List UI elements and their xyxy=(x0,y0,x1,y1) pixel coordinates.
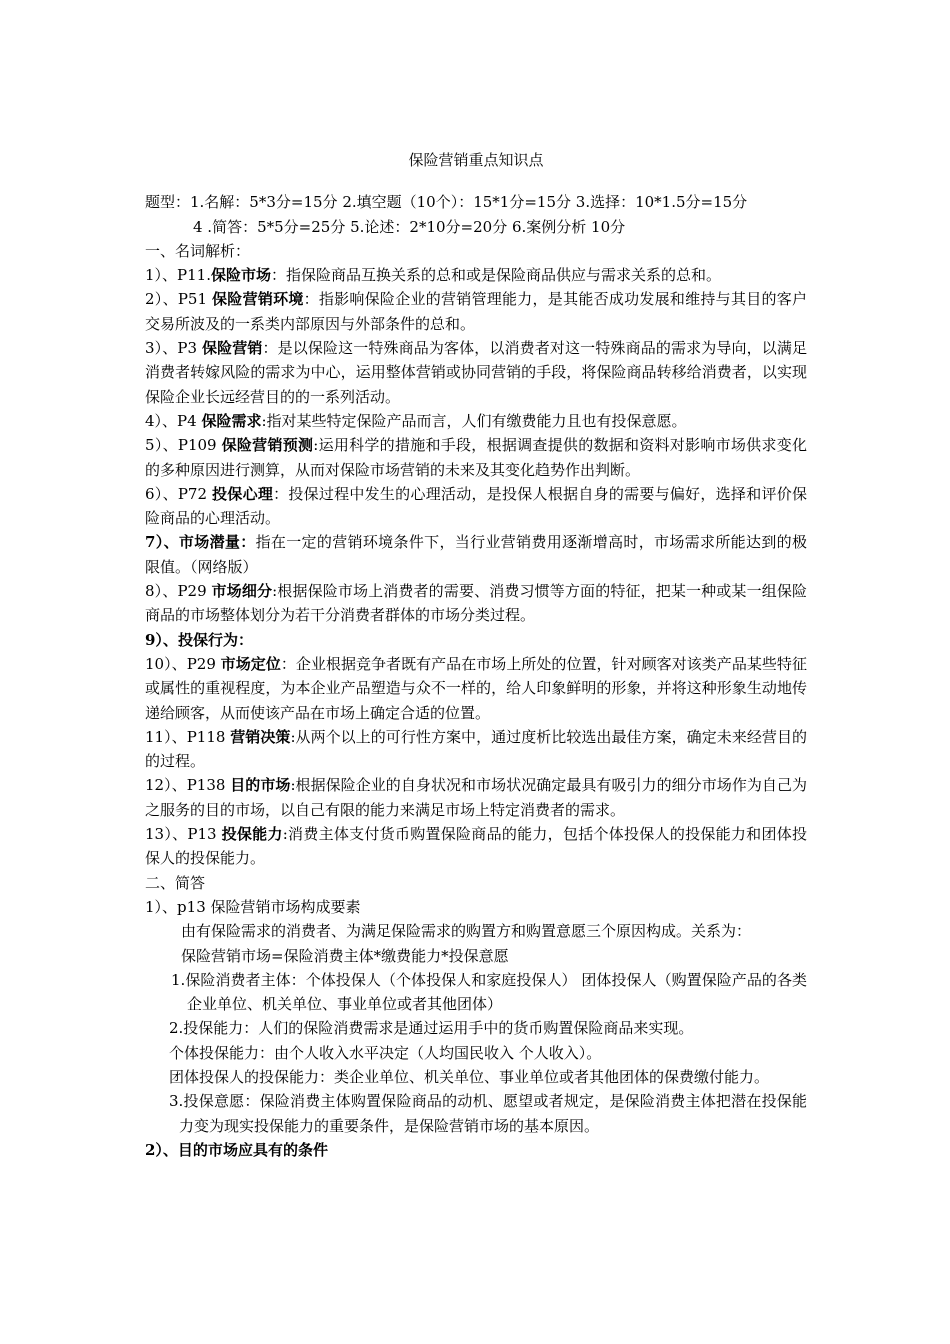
item-term: 投保行为： xyxy=(177,630,253,649)
q1-point3: 3.投保意愿：保险消费主体购置保险商品的动机、愿望或者规定，是保险消费主体把潜在投保能力变为现实投保能力的重要条件，是保险营销市场的基本原因。 xyxy=(169,1092,807,1135)
item-prefix: 4）、P4 xyxy=(145,411,202,430)
glossary-item xyxy=(145,336,807,409)
item-prefix: 10）、P29 xyxy=(145,654,221,673)
item-term: 保险需求 xyxy=(201,411,262,430)
item-prefix: 9）、 xyxy=(145,630,178,649)
item-term: 目的市场 xyxy=(230,776,291,795)
item-text: :消费主体支付货币购置保险商品的能力，包括个体投保人的投保能力和团体投保人的投保能力。 xyxy=(145,825,807,868)
glossary-item xyxy=(145,530,807,579)
item-text: ：投保过程中发生的心理活动，是投保人根据自身的需要与偏好，选择和评价保险商品的心理活动。 xyxy=(145,484,807,528)
item-term: 市场潜量： xyxy=(178,533,256,552)
item-prefix: 3）、P3 xyxy=(145,339,202,358)
section1-heading: 一、名词解析： xyxy=(145,241,251,260)
q1-intro: 由有保险需求的消费者、为满足保险需求的购置方和购置意愿三个原因构成。关系为： xyxy=(181,922,752,941)
item-text: ：指影响保险企业的营销管理能力，是其能否成功发展和维持与其目的客户交易所波及的一系类内部原因与外部条件的总和。 xyxy=(145,290,807,333)
glossary-item xyxy=(145,652,807,725)
glossary-item xyxy=(145,579,807,628)
item-prefix: 12）、P138 xyxy=(145,776,231,795)
q1-point2b: 团体投保人的投保能力：类企业单位、机关单位、事业单位或者其他团体的保费缴付能力。 xyxy=(169,1067,770,1086)
glossary-item xyxy=(145,725,807,774)
item-term: 保险营销 xyxy=(201,339,263,358)
item-term: 保险市场 xyxy=(211,266,272,285)
item-prefix: 13）、P13 xyxy=(145,825,222,844)
item-prefix: 11）、P118 xyxy=(145,727,231,746)
item-term: 保险营销预测 xyxy=(221,436,314,455)
item-text: 指在一定的营销环境条件下，当行业营销费用逐渐增高时，市场需求所能达到的极限值。（网络版） xyxy=(145,533,807,576)
item-prefix: 7）、 xyxy=(145,533,179,552)
q1-point2: 2.投保能力：人们的保险消费需求是通过运用手中的货币购置保险商品来实现。 xyxy=(169,1019,694,1038)
item-text: :运用科学的措施和手段，根据调查提供的数据和资料对影响市场供求变化的多种原因进行测算，从而对保险市场营销的未来及其变化趋势作出判断。 xyxy=(145,436,807,479)
item-term: 投保心理 xyxy=(212,484,274,503)
item-prefix: 5）、P109 xyxy=(145,436,222,455)
q2-title: 2）、目的市场应具有的条件 xyxy=(145,1140,328,1159)
item-text: :从两个以上的可行性方案中，通过度析比较选出最佳方案，确定未来经营目的的过程。 xyxy=(145,727,807,771)
glossary-list xyxy=(145,263,807,870)
item-prefix: 8）、P29 xyxy=(145,582,212,601)
document-body xyxy=(145,148,807,1162)
q1-title: 1）、p13 保险营销市场构成要素 xyxy=(145,897,361,916)
item-text: :根据保险市场上消费者的需要、消费习惯等方面的特征，把某一种或某一组保险商品的市场整体划分为若干分消费者群体的市场分类过程。 xyxy=(145,582,807,625)
glossary-item xyxy=(145,287,807,336)
glossary-item xyxy=(145,263,807,287)
item-prefix: 6）、P72 xyxy=(145,484,213,503)
glossary-item xyxy=(145,822,807,871)
glossary-item xyxy=(145,628,807,652)
item-text: :根据保险企业的自身状况和市场状况确定最具有吸引力的细分市场作为自己为之服务的目的市场，以自己有限的能力来满足市场上特定消费者的需求。 xyxy=(145,776,807,819)
q1-formula: 保险营销市场=保险消费主体*缴费能力*投保意愿 xyxy=(181,946,509,965)
item-prefix: 1）、P11. xyxy=(145,266,211,285)
item-term: 投保能力 xyxy=(221,825,283,844)
glossary-item xyxy=(145,409,807,433)
item-term: 保险营销环境 xyxy=(212,290,304,309)
item-term: 市场定位 xyxy=(220,654,281,673)
question-types-line2: 4 .简答：5*5分=25分 5.论述：2*10分=20分 6.案例分析 10分 xyxy=(193,217,626,236)
glossary-item xyxy=(145,773,807,822)
section2-heading: 二、简答 xyxy=(145,873,206,892)
question-types-line1: 题型：1.名解：5*3分=15分 2.填空题（10个）：15*1分=15分 3.选择：10*1.5分=15分 xyxy=(145,193,748,212)
item-term: 市场细分 xyxy=(211,582,273,601)
item-text: :指对某些特定保险产品而言，人们有缴费能力且也有投保意愿。 xyxy=(261,411,687,430)
glossary-item xyxy=(145,482,807,531)
item-prefix: 2）、P51 xyxy=(145,290,213,309)
q1-point2a: 个体投保能力：由个人收入水平决定（人均国民收入 个人收入）。 xyxy=(169,1043,602,1062)
page-title: 保险营销重点知识点 xyxy=(408,151,544,169)
item-term: 营销决策 xyxy=(230,727,291,746)
item-text: ：指保险商品互换关系的总和或是保险商品供应与需求关系的总和。 xyxy=(271,266,722,285)
item-text: ：企业根据竞争者既有产品在市场上所处的位置，针对顾客对该类产品某些特征或属性的重视程度，为本企业产品塑造与众不一样的，给人印象鲜明的形象，并将这种形象生动地传递给顾客，从而使该产品在市场上确定合适的位置。 xyxy=(145,654,807,722)
item-text: ：是以保险这一特殊商品为客体，以消费者对这一特殊商品的需求为导向，以满足消费者转嫁风险的需求为中心，运用整体营销或协同营销的手段，将保险商品转移给消费者，以实现保险企业长远经营目的的一系列活动。 xyxy=(145,339,807,406)
glossary-item xyxy=(145,433,807,482)
q1-point1: 1.保险消费者主体：个体投保人（个体投保人和家庭投保人） 团体投保人（购置保险产品的各类企业单位、机关单位、事业单位或者其他团体） xyxy=(171,970,807,1014)
